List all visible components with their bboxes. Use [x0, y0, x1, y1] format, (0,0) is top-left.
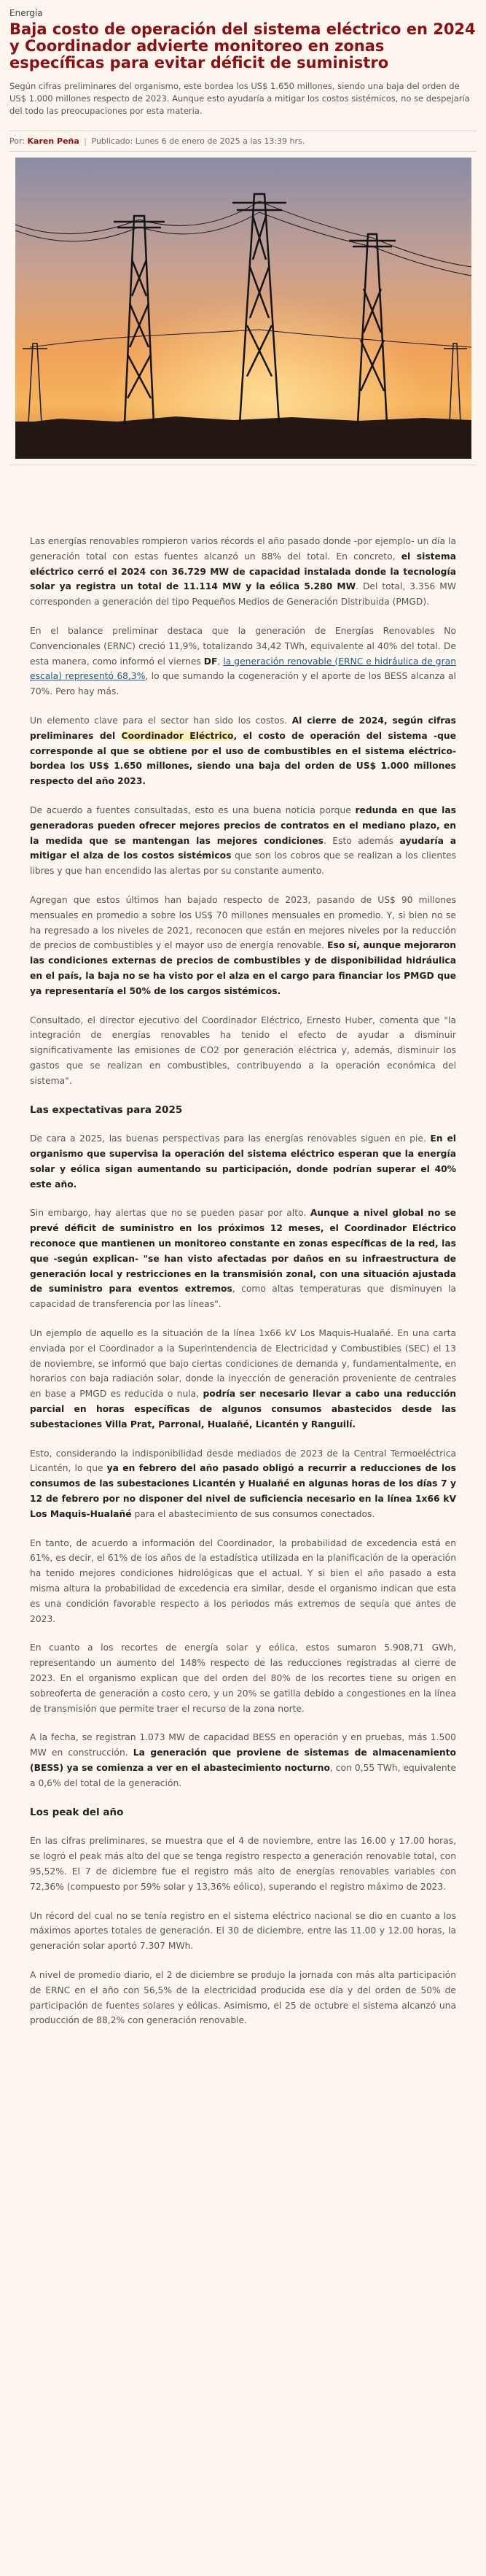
- article-body: [0, 534, 486, 2028]
- article-title: Baja costo de operación del sistema eléctrico en 2024 y Coordinador advierte monitoreo en zonas específicas para evitar déficit de suministro: [9, 20, 476, 71]
- bold-text: En el organismo que supervisa la operación del sistema eléctrico esperan que la energía solar y eólica sigan aumentando su participación, donde podrían superar el 40% este año.: [30, 1133, 456, 1190]
- text-run: En cuanto a los recortes de energía solar y eólica, estos sumaron 5.908,71 GWh, representando un aumento del 148% respecto de las reducciones registradas al cierre de 2023. En el organismo explican que del orden del 80% de los recortes tiene su origen en sobreoferta de generación a costo cero, y un 20% se gatilla debido a congestiones en la línea de transmisión que permite traer el recurso de la zona norte.: [30, 1642, 456, 1714]
- section-heading: Las expectativas para 2025: [30, 1103, 183, 1116]
- text-run: En el balance preliminar destaca que la generación de Energías Renovables No Convencionales (ERNC) creció 11,9%, totalizando 34,42 TWh, equivalente al 40% del total. De esta manera, como informó el viernes: [30, 625, 456, 667]
- bold-text: el sistema eléctrico cerró el 2024 con 36.729 MW de capacidad instalada donde la tecnología solar ya registra un total de 11.114 MW y la eólica 5.280 MW: [30, 551, 456, 592]
- text-run: , lo que sumando la cogeneración y el aporte de los BESS alcanza al 70%. Pero hay más.: [30, 671, 456, 697]
- text-run: De cara a 2025, las buenas perspectivas para las energías renovables siguen en pie.: [30, 1133, 431, 1144]
- text-run: ,: [217, 656, 224, 667]
- text-run: para el abastecimiento de sus consumos conectados.: [131, 1508, 375, 1519]
- article-paragraph: [30, 1834, 456, 1894]
- highlighted-term: Coordinador Eléctrico: [121, 730, 234, 741]
- publish-date: Publicado: Lunes 6 de enero de 2025 a las 13:39 hrs.: [91, 136, 305, 146]
- text-run: En las cifras preliminares, se muestra que el 4 de noviembre, entre las 16.00 y 17.00 horas, se logró el peak más alto del que se tenga registro respecto a generación renovable total, con 95,52%. El 7 de diciembre fue el registro más alto de energías renovables variables con 72,36% (compuesto por 59% solar y 13,36% eólico), superando el registro máximo de 2023.: [30, 1836, 456, 1892]
- article-paragraph: [30, 1013, 456, 1089]
- bold-text: podría ser necesario llevar a cabo una reducción parcial en horas específicas de algunos consumos abastecidos desde las subestaciones Villa Prat, Parronal, Hualañé, Licantén y Ranguilí.: [30, 1389, 456, 1429]
- hero-image: [15, 158, 471, 459]
- author-link[interactable]: Karen Peña: [27, 136, 79, 146]
- text-run: Sin embargo, hay alertas que no se pueden pasar por alto.: [30, 1208, 310, 1219]
- article-paragraph: [30, 803, 456, 879]
- bold-text: Al cierre de 2024, según cifras preliminares del: [30, 715, 456, 741]
- text-run: Las energías renovables rompieron varios récords el año pasado donde -por ejemplo- un día la generación total con estas fuentes alcanzó un 88% del total. En concreto,: [30, 536, 456, 562]
- article-paragraph: [30, 624, 456, 699]
- article-paragraph: [30, 1326, 456, 1432]
- article-paragraph: [30, 534, 456, 610]
- section-heading: Los peak del año: [30, 1806, 124, 1818]
- byline: [9, 131, 477, 152]
- text-run: Un ejemplo de aquello es la situación de la línea 1x66 kV Los Maquis-Hualañé. En una carta enviada por el Coordinador a la Superintendencia de Electricidad y Combustibles (SEC) el 13 de noviembre, se informó que bajo ciertas condiciones de demanda y, fundamentalmente, en horarios con baja radiación solar, donde la inyección de generación proveniente de centrales en base a PMGD es reducida o nula,: [30, 1328, 456, 1400]
- bold-text: ya en febrero del año pasado obligó a recurrir a reducciones de los consumos de las subestaciones Licantén y Hualañé en algunas horas de los días 7 y 12 de febrero por no disponer del nivel de suficiencia necesario en la línea 1x66 kV Los Maquis-Hualañé: [30, 1463, 456, 1519]
- article-paragraph: [30, 1909, 456, 1954]
- article-summary: Según cifras preliminares del organismo, este bordea los US$ 1.650 millones, siendo una baja del orden de US$ 1.000 millones respecto de 2023. Aunque esto ayudaría a mitigar los costos sistémicos, no se despejaría del todo las preocupaciones por esta materia.: [9, 81, 470, 116]
- section-tag[interactable]: Energía: [9, 8, 43, 18]
- text-run: Esto, considerando la indisponibilidad desde mediados de 2023 de la Central Termoeléctrica Licantén, lo que: [30, 1448, 456, 1474]
- article-paragraph: [30, 1968, 456, 2028]
- article-paragraph: [30, 1730, 456, 1791]
- article-paragraph: [30, 1536, 456, 1627]
- bold-text: La generación que proviene de sistemas de almacenamiento (BESS) ya se comienza a ver en el abastecimiento nocturno: [30, 1747, 456, 1773]
- text-run: Un elemento clave para el sector han sido los costos.: [30, 715, 292, 726]
- bold-text: ayudaría a mitigar el alza de los costos sistémicos: [30, 835, 457, 861]
- text-run: De acuerdo a fuentes consultadas, esto es una buena noticia porque: [30, 804, 356, 815]
- bold-text: redunda en que las generadoras pueden ofrecer mejores precios de contratos en el mediano plazo, en la medida que se mantengan las mejores condiciones: [30, 804, 456, 846]
- bold-text: , el costo de operación del sistema -que corresponde al que se obtiene por el uso de combustibles en el sistema eléctrico- bordea los US$ 1.650 millones, siendo una baja del orden de US$ 1.000 millones respecto del año 2023.: [30, 730, 456, 787]
- bold-text: Eso sí, aunque mejoraron las condiciones externas de precios de combustibles y de disponibilidad hidráulica en el país, la baja no se ha visto por el alza en el cargo para financiar los PMGD que ya representaría el 50% de los cargos sistémicos.: [30, 940, 456, 996]
- article-paragraph: [30, 1206, 456, 1312]
- text-run: . Del total, 3.356 MW corresponden a generación del tipo Pequeños Medios de Generación Distribuida (PMGD).: [30, 581, 456, 608]
- article-paragraph: [30, 893, 456, 999]
- text-run: Consultado, el director ejecutivo del Coordinador Eléctrico, Ernesto Huber, comenta que "la integración de energías renovables ha tenido el efecto de ayudar a disminuir significativamente las emisiones de CO2 por generación eléctrica y, además, disminuir los gastos que se realizan en combustibles, contribuyendo a la operación económica del sistema".: [30, 1015, 456, 1086]
- text-run: A la fecha, se registran 1.073 MW de capacidad BESS en operación y en pruebas, más 1.500 MW en construcción.: [30, 1732, 456, 1758]
- byline-separator: |: [84, 136, 87, 146]
- bold-text: Aunque a nivel global no se prevé déficit de suministro en los próximos 12 meses, el Coordinador Eléctrico reconoce que mantienen un monitoreo constante en zonas específicas de la red, las que -según explican- "se han visto afectadas por daños en su infraestructura de generación local y restricciones en la transmisión zonal, con una situación ajustada de suministro para eventos extremos: [30, 1208, 457, 1295]
- text-run: A nivel de promedio diario, el 2 de diciembre se produjo la jornada con más alta participación de ERNC en el año con 56,5% de la electricidad producida ese día y del orden de 50% de participación de fuentes solares y eólicas. Asimismo, el 25 de octubre el sistema alcanzó una producción de 88,2% con generación renovable.: [30, 1969, 456, 2026]
- article-paragraph: [30, 1640, 456, 1716]
- bold-text: DF: [203, 656, 218, 667]
- inline-link[interactable]: la generación renovable (ERNC e hidráulica de gran escala) representó 68,3%: [30, 656, 456, 682]
- byline-por-label: Por:: [9, 136, 26, 146]
- text-run: que son los cobros que se realizan a los clientes libres y que han encendido las alertas por su constante aumento.: [30, 850, 456, 877]
- article-paragraph: [30, 1446, 456, 1522]
- text-run: , con 0,55 TWh, equivalente a 0,6% del total de la generación.: [30, 1762, 456, 1788]
- text-run: . Esto además: [323, 835, 400, 846]
- text-run: Agregan que estos últimos han bajado respecto de 2023, pasando de US$ 90 millones mensuales en promedio a sobre los US$ 70 millones mensuales en promedio. Y, si bien no se ha regresado a los niveles de 2021, reconocen que están en mejores niveles por la reducción de precios de combustibles y el mayor uso de energía renovable.: [30, 894, 456, 951]
- article-paragraph: [30, 713, 456, 789]
- article-paragraph: [30, 1131, 456, 1192]
- text-run: Un récord del cual no se tenía registro en el sistema eléctrico nacional se dio en cuanto a los máximos aportes totales de generación. El 30 de diciembre, entre las 11.00 y 12.00 horas, la generación solar aportó 7.307 MWh.: [30, 1910, 456, 1952]
- text-run: , como altas temperaturas que disminuyen la capacidad de transferencia por las líneas".: [30, 1284, 456, 1310]
- text-run: En tanto, de acuerdo a información del Coordinador, la probabilidad de excedencia está en 61%, es decir, el 61% de los años de la estadística utilizada en la planificación de la operación ha tenido mejores condiciones hidrológicas que el actual. Y si bien el año pasado a esta misma altura la probabilidad de excedencia era similar, desde el organismo indican que esta es una condición favorable respecto a los periodos más extremos de sequía que antes de 2023.: [30, 1537, 456, 1624]
